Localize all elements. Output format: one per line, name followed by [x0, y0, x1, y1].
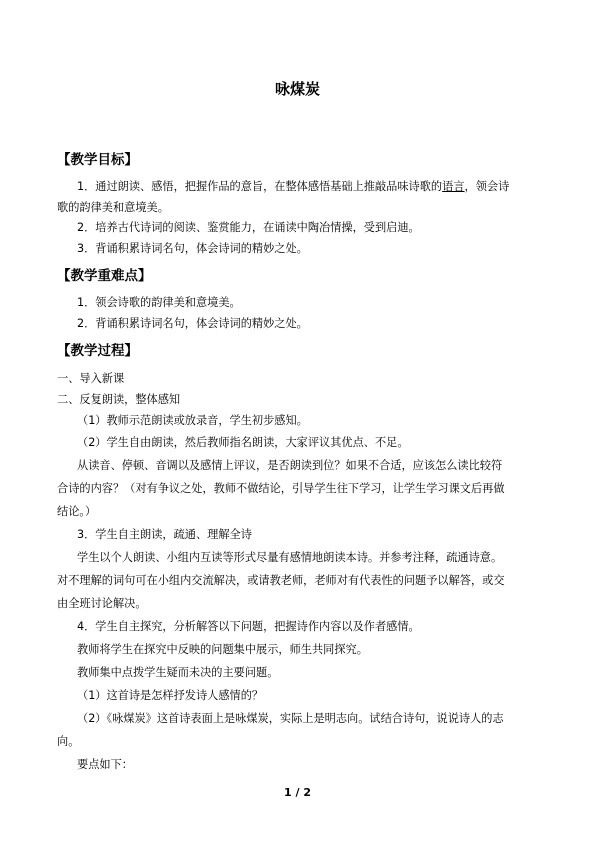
process-line-14: 教师集中点拨学生疑而未决的主要问题。	[77, 666, 279, 679]
process-line-6: 合诗的内容？（对有争议之处，教师不做结论，引导学生往下学习，让学生学习课文后再做	[57, 482, 505, 495]
page-number: 1 / 2	[284, 786, 311, 799]
document-title: 咏煤炭	[274, 80, 320, 98]
underlined-word: 语言	[442, 180, 465, 193]
process-line-5: 从读音、停顿、音调以及感情上评议，是否朗读到位？如果不合适，应该怎么读比较符	[77, 459, 503, 472]
key-point-1: 1．领会诗歌的韵律美和意境美。	[77, 296, 241, 309]
process-line-12: 4．学生自主探究，分析解答以下问题，把握诗作内容以及作者感情。	[77, 620, 420, 633]
process-line-17: 向。	[57, 735, 80, 748]
section-heading-key-points: 【教学重难点】	[57, 268, 152, 284]
process-line-3: （1）教师示范朗读或放录音，学生初步感知。	[77, 414, 308, 427]
process-line-16: （2）《咏煤炭》这首诗表面上是咏煤炭，实际上是明志向。试结合诗句，说说诗人的志	[77, 712, 504, 725]
process-line-13: 教师将学生在探究中反映的问题集中展示，师生共同探究。	[77, 643, 368, 656]
process-line-8: 3．学生自主朗读，疏通、理解全诗	[77, 528, 252, 541]
section-heading-process: 【教学过程】	[57, 343, 138, 359]
goal-1-line-2: 歌的韵律美和意境美。	[57, 201, 169, 214]
process-line-18: 要点如下：	[77, 758, 133, 771]
process-line-4: （2）学生自由朗读，然后教师指名朗读，大家评议其优点、不足。	[77, 436, 409, 449]
goal-1-line-1: 1．通过朗读、感悟，把握作品的意旨，在整体感悟基础上推敲品味诗歌的语言，领会诗	[77, 180, 510, 193]
process-line-7: 结论。）	[57, 505, 97, 518]
goal-2: 2．培养古代诗词的阅读、鉴赏能力，在诵读中陶冶情操，受到启迪。	[77, 221, 420, 234]
process-line-1: 一、导入新课	[57, 372, 125, 385]
goal-3: 3．背诵积累诗词名句，体会诗词的精妙之处。	[77, 242, 308, 255]
process-line-11: 由全班讨论解决。	[57, 597, 147, 610]
process-line-10: 对不理解的词句可在小组内交流解决，或请教老师，老师对有代表性的问题予以解答，或交	[57, 574, 505, 587]
process-line-15: （1）这首诗是怎样抒发诗人感情的？	[77, 689, 264, 702]
key-point-2: 2．背诵积累诗词名句，体会诗词的精妙之处。	[77, 317, 308, 330]
section-heading-goals: 【教学目标】	[57, 152, 138, 168]
process-line-9: 学生以个人朗读、小组内互读等形式尽量有感情地朗读本诗。并参考注释，疏通诗意。	[77, 551, 503, 564]
process-line-2: 二、反复朗读，整体感知	[57, 393, 181, 406]
